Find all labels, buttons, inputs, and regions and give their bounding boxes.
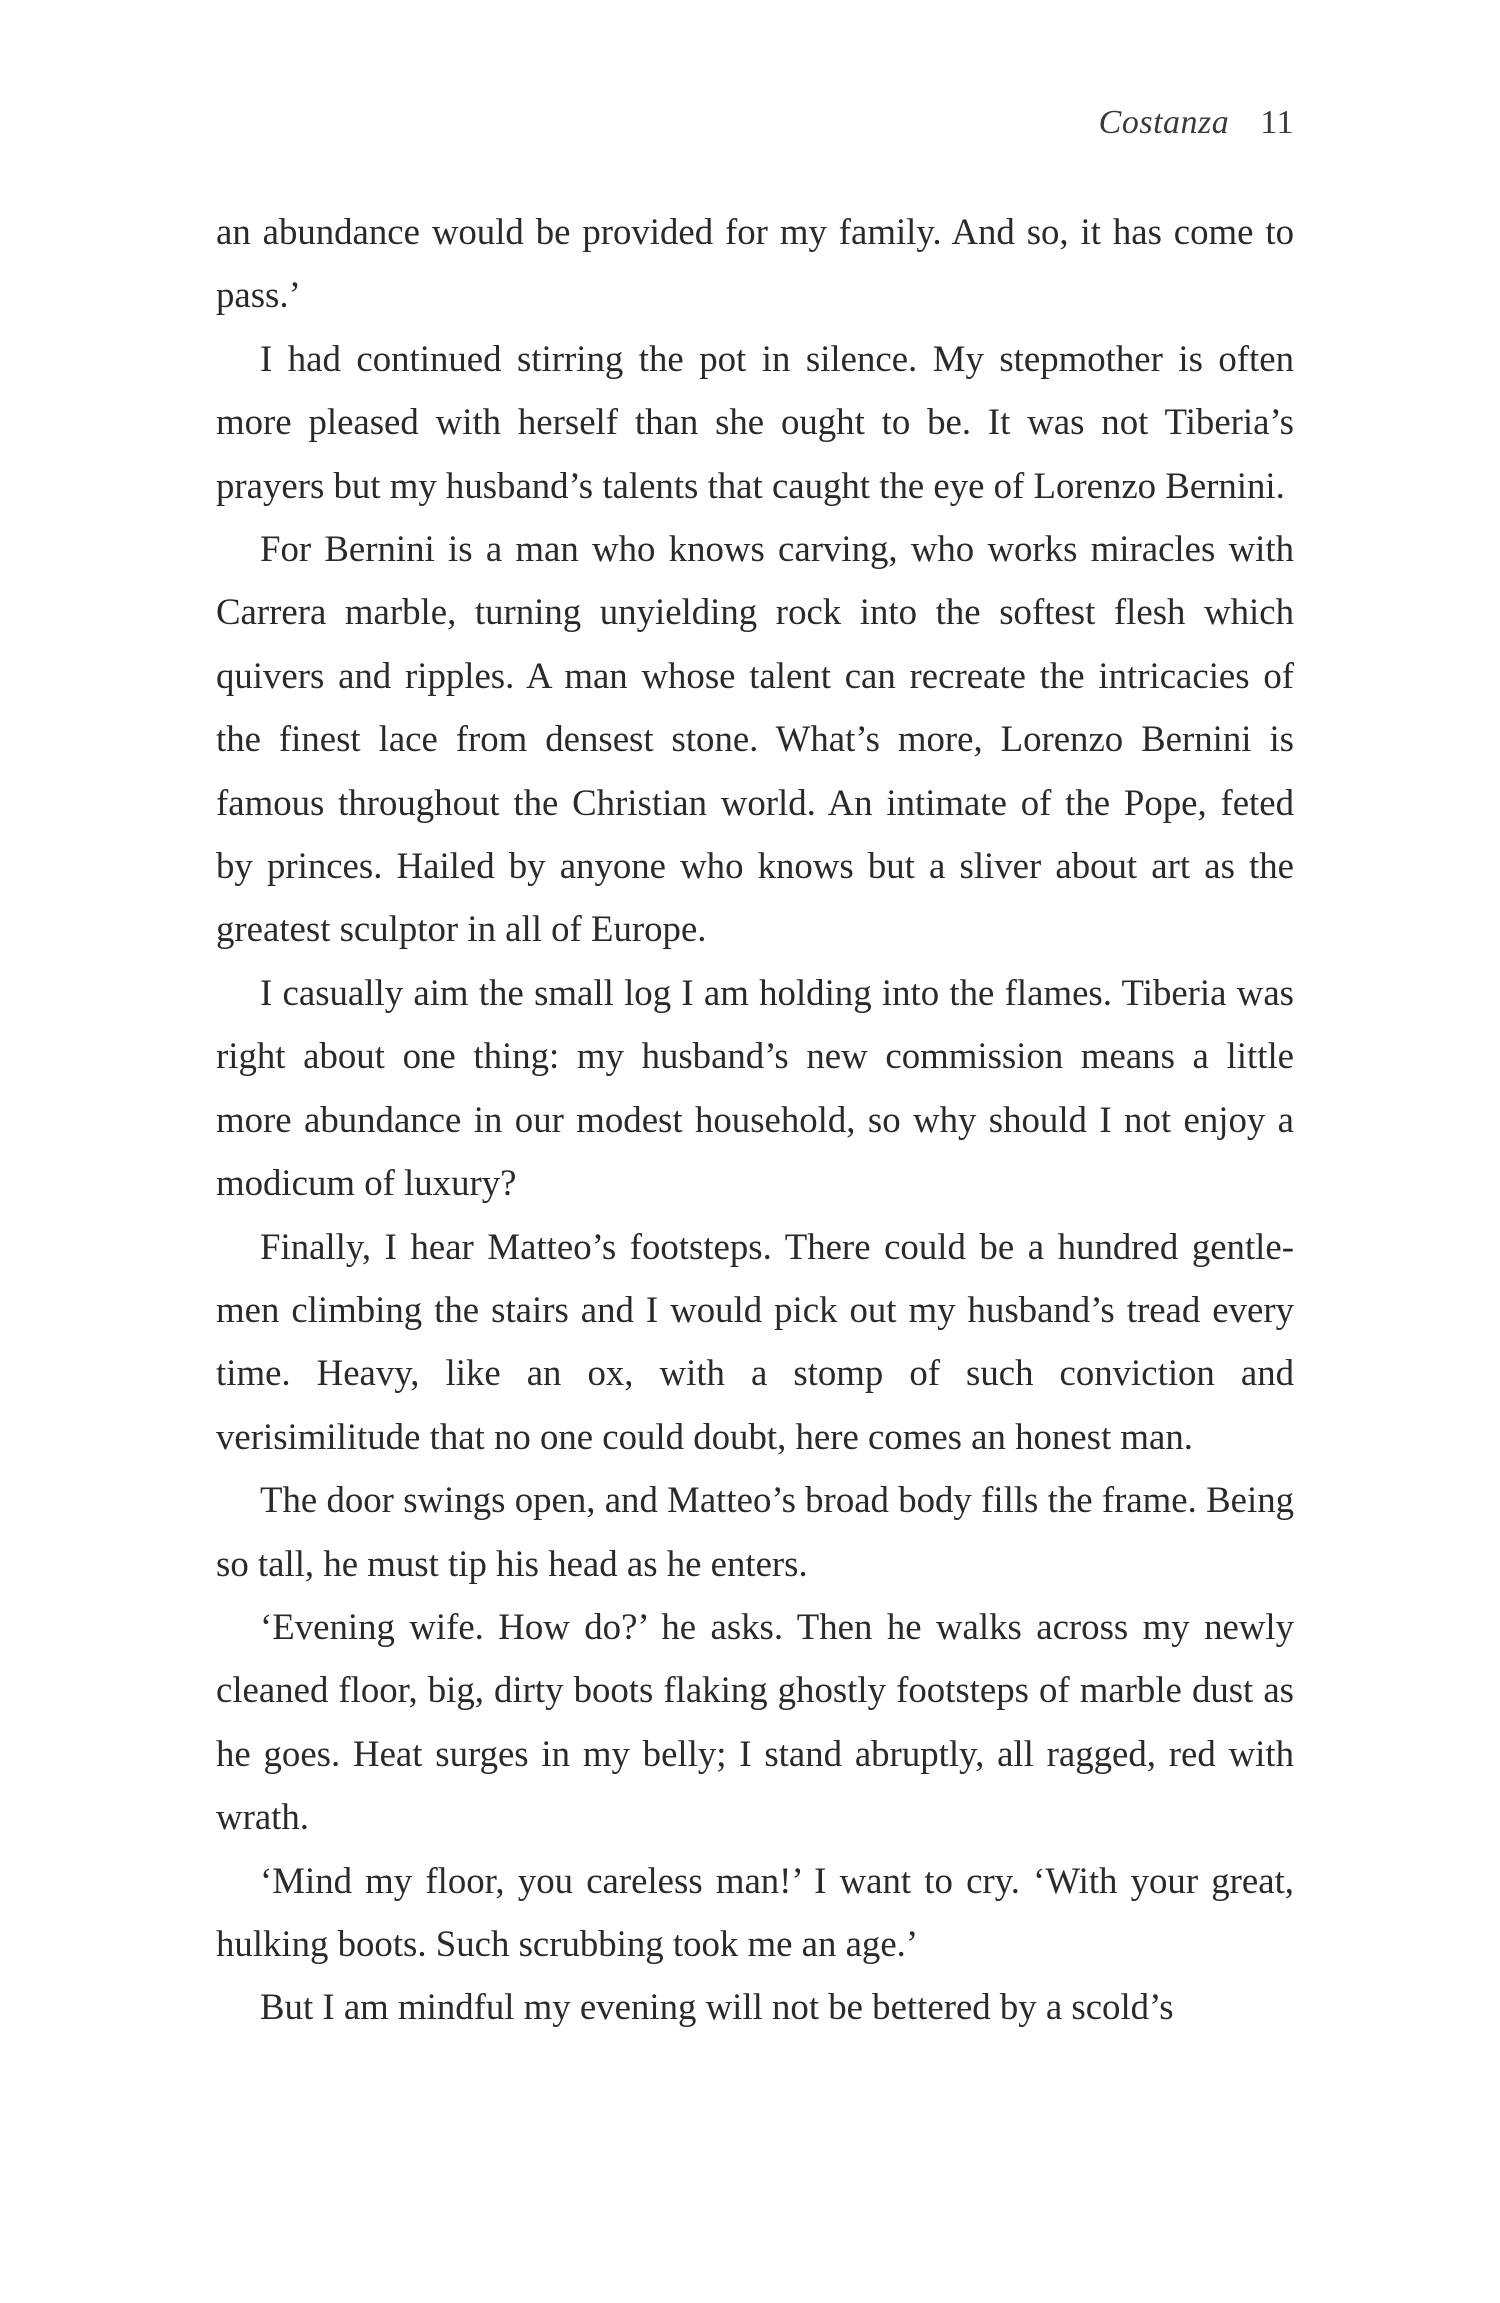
page-number: 11 xyxy=(1260,104,1294,141)
paragraph: I had continued stirring the pot in silence. My stepmother is often more pleased with herself than she ought to be. It was not Tiberia’s prayers but my husband’s talents that caught the eye of Lorenzo Bernini. xyxy=(216,337,1294,506)
paragraph: I casually aim the small log I am holding into the flames. Tiberia was right about one thing: my husband’s new commission means a little more abundance in our modest household, so why should I not enjoy a modicum of luxury? xyxy=(216,971,1294,1204)
paragraph: But I am mindful my evening will not be bettered by a scold’s xyxy=(260,1986,1174,2028)
body-text xyxy=(216,200,1294,2039)
paragraph: ‘Evening wife. How do?’ he asks. Then he walks across my newly cleaned floor, big, dirty boots flaking ghostly footsteps of marble dust as he goes. Heat surges in my belly; I stand abruptly, all ragged, red with wrath. xyxy=(216,1605,1294,1838)
paragraph: ‘Mind my floor, you careless man!’ I want to cry. ‘With your great, hulking boots. Such scrubbing took me an age.’ xyxy=(216,1859,1294,1964)
paragraph: The door swings open, and Matteo’s broad body fills the frame. Being so tall, he must tip his head as he enters. xyxy=(216,1479,1294,1584)
paragraph: an abundance would be provided for my family. And so, it has come to pass.’ xyxy=(216,211,1294,316)
paragraph: For Bernini is a man who knows carving, who works miracles with Carrera marble, turning unyielding rock into the softest flesh which quivers and ripples. A man whose talent can recreate the intricacies of the finest lace from densest stone. What’s more, Lorenzo Bernini is famous throughout the Christian world. An intimate of the Pope, feted by princes. Hailed by anyone who knows but a sliver about art as the greatest sculptor in all of Europe. xyxy=(216,528,1294,950)
paragraph: Finally, I hear Matteo’s footsteps. There could be a hundred gentlemen climbing the stairs and I would pick out my husband’s tread every time. Heavy, like an ox, with a stomp of such conviction and verisimilitude that no one could doubt, here comes an honest man. xyxy=(216,1225,1294,1457)
running-head xyxy=(1099,104,1294,142)
section-title: Costanza xyxy=(1098,104,1230,141)
